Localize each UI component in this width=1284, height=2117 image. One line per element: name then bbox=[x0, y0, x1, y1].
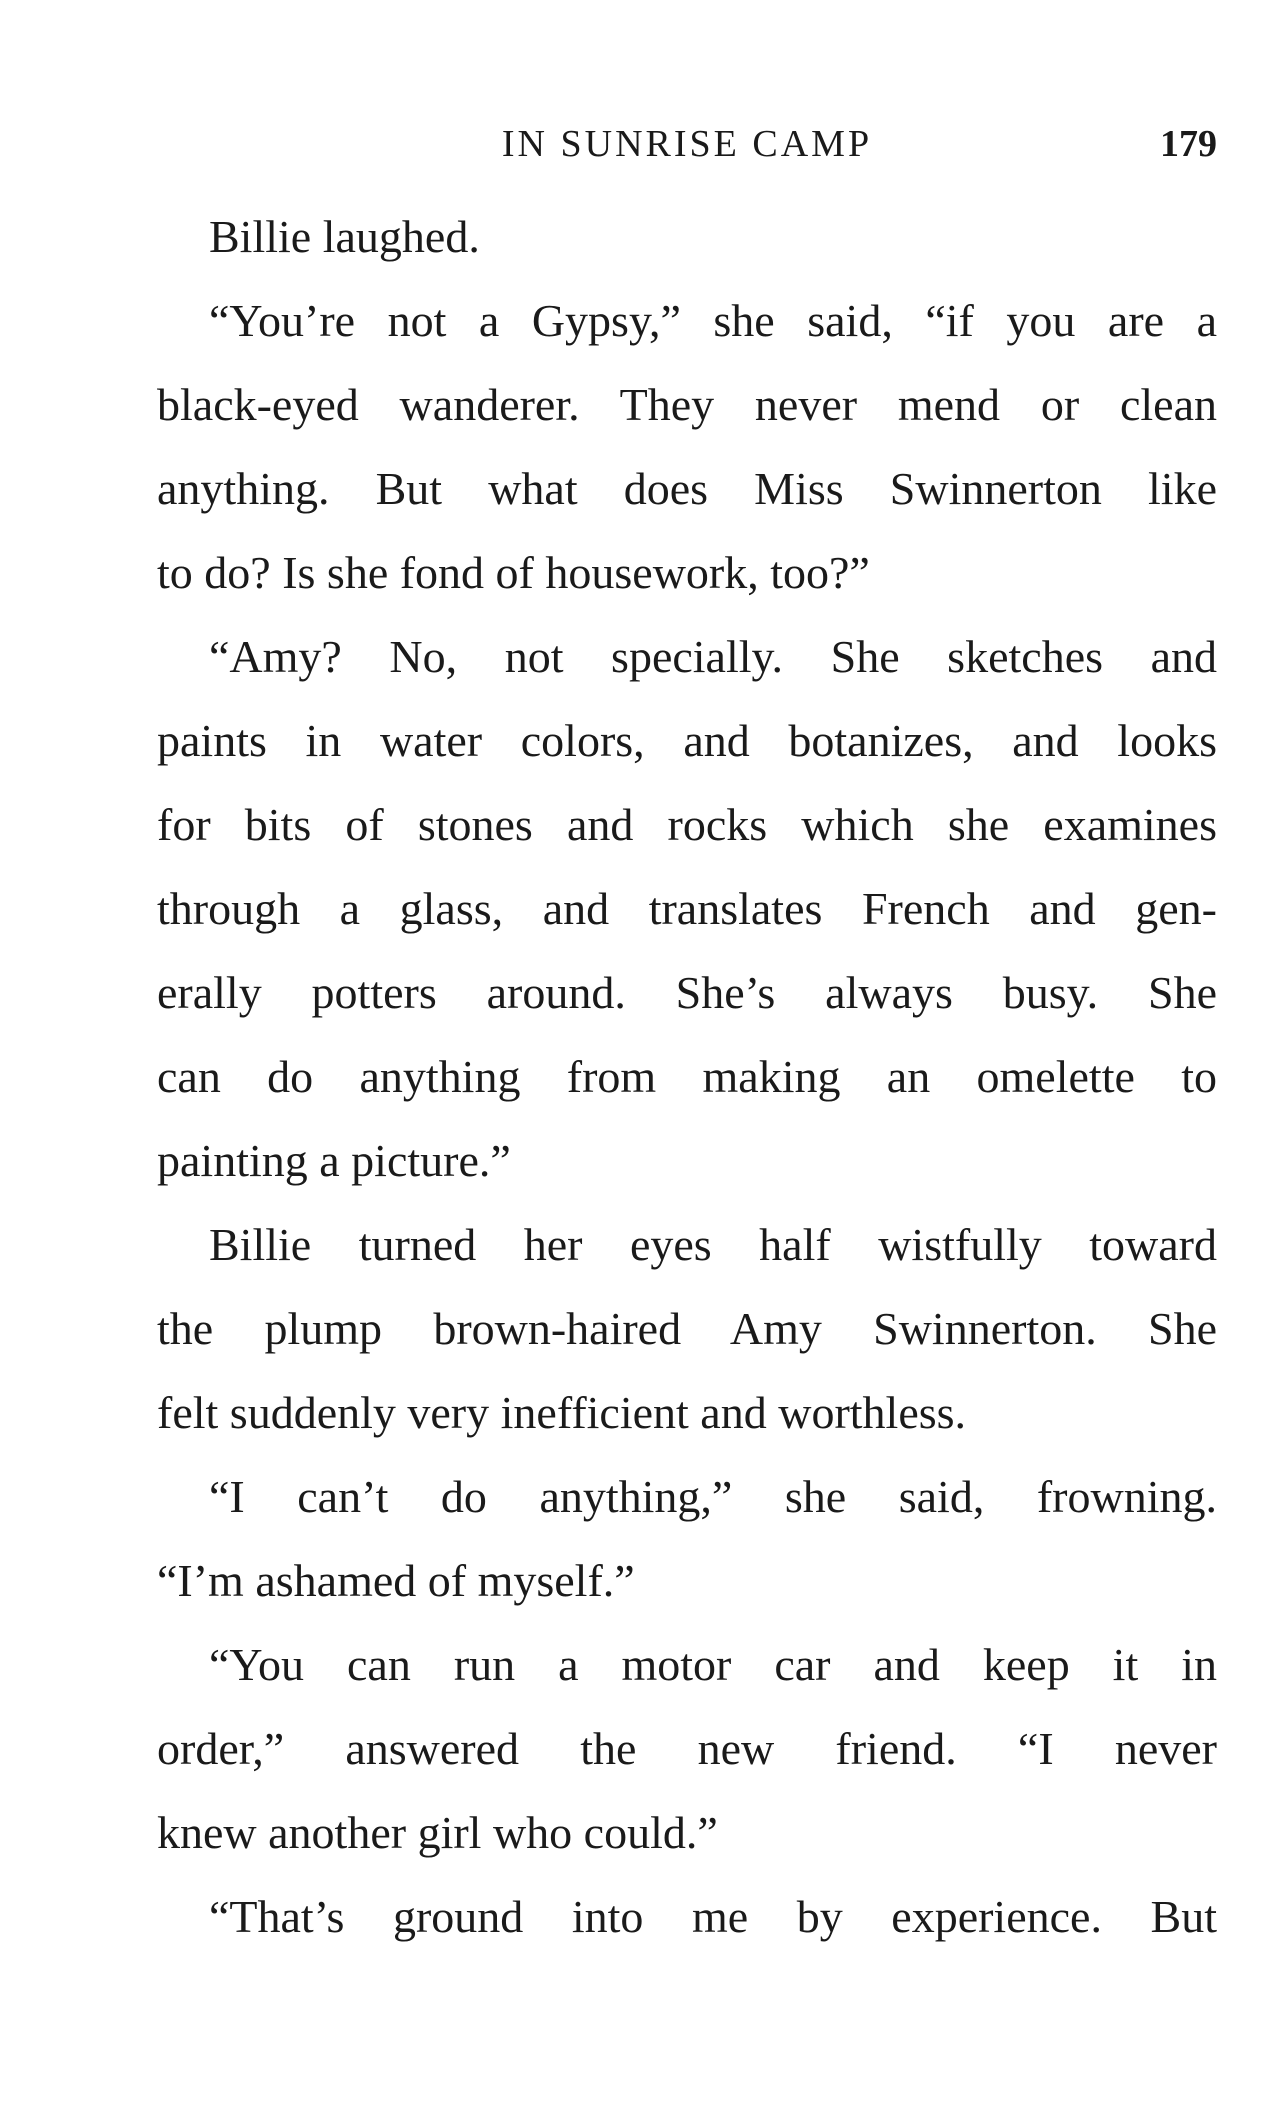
running-title: IN SUNRISE CAMP bbox=[501, 123, 873, 165]
text-line: erally potters around. She’s always busy. She bbox=[157, 967, 1217, 1018]
text-line: knew another girl who could.” bbox=[157, 1807, 718, 1858]
text-line: paints in water colors, and botanizes, and looks bbox=[157, 715, 1217, 766]
text-line: “That’s ground into me by experience. But bbox=[209, 1891, 1217, 1942]
text-line: Billie turned her eyes half wistfully toward bbox=[209, 1219, 1217, 1270]
text-line: “You’re not a Gypsy,” she said, “if you are a bbox=[209, 295, 1217, 346]
text-line: “I can’t do anything,” she said, frowning. bbox=[209, 1471, 1217, 1522]
text-line: black-eyed wanderer. They never mend or clean bbox=[157, 379, 1217, 430]
text-line: the plump brown-haired Amy Swinnerton. She bbox=[157, 1303, 1217, 1354]
text-line: Billie laughed. bbox=[209, 211, 480, 262]
body-text bbox=[157, 206, 1217, 1970]
text-line: anything. But what does Miss Swinnerton like bbox=[157, 463, 1217, 514]
text-line: felt suddenly very inefficient and worthless. bbox=[157, 1387, 967, 1438]
text-line: through a glass, and translates French and gen- bbox=[157, 883, 1217, 934]
text-line: for bits of stones and rocks which she examines bbox=[157, 799, 1217, 850]
text-line: painting a picture.” bbox=[157, 1135, 511, 1186]
text-line: order,” answered the new friend. “I never bbox=[157, 1723, 1217, 1774]
text-line: “You can run a motor car and keep it in bbox=[209, 1639, 1217, 1690]
page-number: 179 bbox=[1160, 123, 1217, 165]
text-line: “Amy? No, not specially. She sketches and bbox=[209, 631, 1217, 682]
text-line: “I’m ashamed of myself.” bbox=[157, 1555, 635, 1606]
running-head bbox=[157, 122, 1217, 172]
text-line: to do? Is she fond of housework, too?” bbox=[157, 547, 870, 598]
text-line: can do anything from making an omelette to bbox=[157, 1051, 1217, 1102]
